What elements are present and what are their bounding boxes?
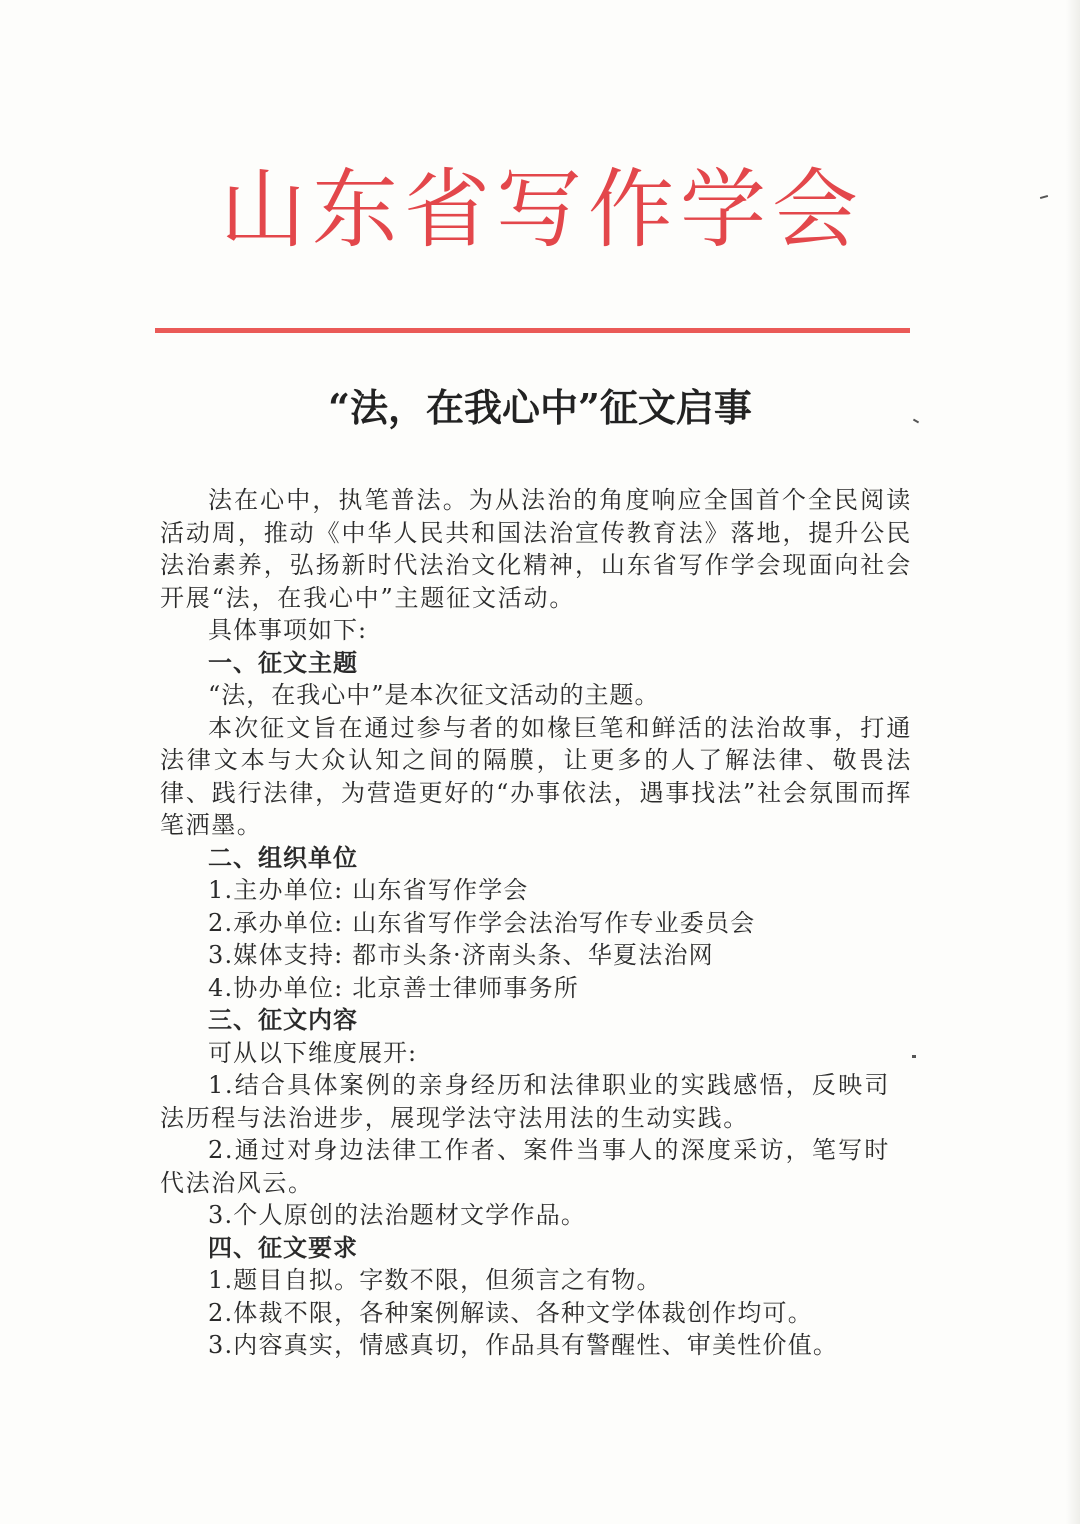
page-edge-shadow [1066,0,1080,1524]
organizer-item: 3.媒体支持: 都市头条·济南头条、华夏法治网 [208,941,714,969]
content-lead-line: 可从以下维度展开: [208,1038,418,1067]
letterhead-org-name: 山东省写作学会 [220,160,864,260]
section-heading-organizers: 二、组织单位 [208,842,358,872]
organizer-item: 2.承办单位: 山东省写作学会法治写作专业委员会 [208,908,756,937]
requirement-item: 3.内容真实，情感真切，作品具有警醒性、审美性价值。 [208,1331,839,1359]
requirement-item: 2.体裁不限，各种案例解读、各种文学体裁创作均可。 [208,1298,813,1327]
organizer-item: 1.主办单位: 山东省写作学会 [208,876,529,904]
purpose-paragraph: 本次征文旨在通过参与者的如椽巨笔和鲜活的法治故事，打通法律文本与大众认知之间的隔膜，让更多的人了解法律、敬畏法律、践行法律，为营造更好的“办事依法，遇事找法”社会氛围而挥笔洒墨。 [160,713,912,839]
scan-speck [1040,195,1048,199]
document-body [160,484,912,1362]
content-item: 2.通过对身边法律工作者、案件当事人的深度采访，笔写时代法治风云。 [160,1136,890,1197]
letterhead-red-rule [155,328,910,333]
content-item: 3.个人原创的法治题材文学作品。 [208,1201,587,1229]
theme-line: “法，在我心中”是本次征文活动的主题。 [208,681,660,709]
section-heading-theme: 一、征文主题 [208,647,358,677]
organizer-item: 4.协办单位: 北京善士律师事务所 [208,973,580,1002]
scan-speck [912,1055,916,1058]
lead-in-line: 具体事项如下: [208,616,368,644]
document-title: “法，在我心中”征文启事 [328,385,752,430]
section-heading-requirements: 四、征文要求 [208,1232,358,1262]
section-heading-content: 三、征文内容 [208,1005,358,1034]
content-item: 1.结合具体案例的亲身经历和法律职业的实践感悟，反映司法历程与法治进步，展现学法守法用法的生动实践。 [160,1071,890,1132]
requirement-item: 1.题目自拟。字数不限，但须言之有物。 [208,1266,662,1294]
intro-paragraph: 法在心中，执笔普法。为从法治的角度响应全国首个全民阅读活动周，推动《中华人民共和国法治宣传教育法》落地，提升公民法治素养，弘扬新时代法治文化精神，山东省写作学会现面向社会开展“法，在我心中”主题征文活动。 [160,486,912,612]
